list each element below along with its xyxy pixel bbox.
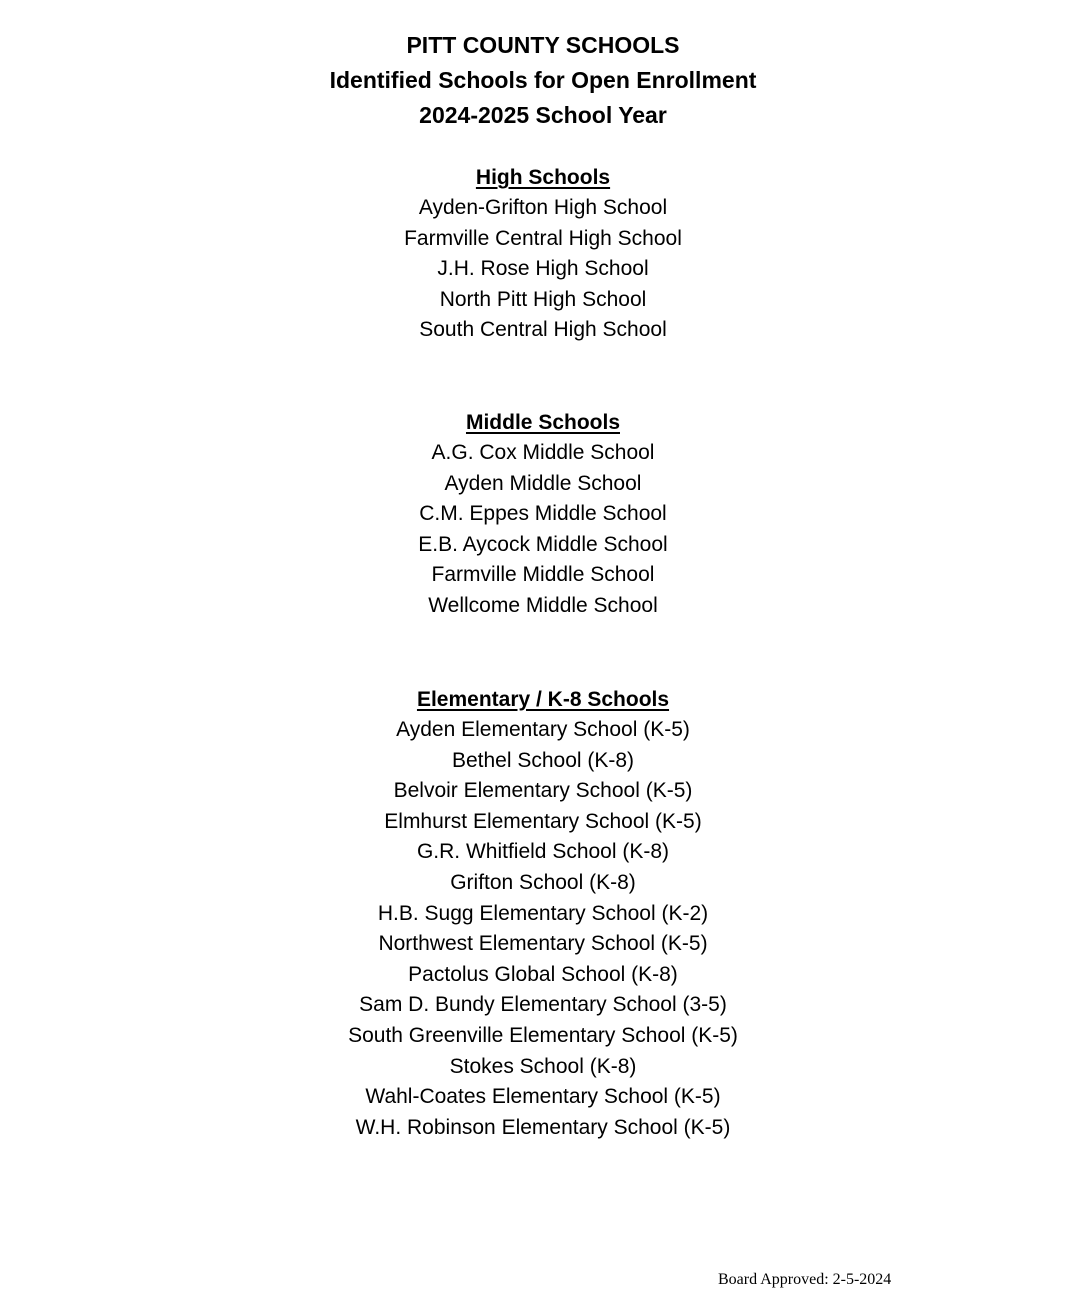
middle-schools-heading: Middle Schools (465, 411, 620, 434)
school-list-item: Belvoir Elementary School (K-5) (393, 779, 693, 803)
school-list-item: E.B. Aycock Middle School (418, 532, 668, 556)
school-list-item: J.H. Rose High School (437, 257, 649, 281)
document-header (0, 28, 1086, 133)
school-list-item: Sam D. Bundy Elementary School (3-5) (359, 993, 727, 1017)
middle-schools-list (0, 438, 1086, 622)
school-list-item: Elmhurst Elementary School (K-5) (384, 809, 702, 833)
school-list-item: Ayden-Grifton High School (418, 196, 668, 219)
school-list-item: North Pitt High School (439, 287, 647, 311)
school-list-item: Ayden Elementary School (K-5) (396, 718, 690, 741)
school-list-item: Stokes School (K-8) (449, 1054, 637, 1078)
school-list-item: Wahl-Coates Elementary School (K-5) (365, 1085, 721, 1109)
school-list-item: Bethel School (K-8) (451, 748, 635, 772)
school-year: 2024-2025 School Year (419, 102, 667, 128)
board-approved-date: Board Approved: 2-5-2024 (718, 1271, 892, 1288)
high-schools-section (0, 162, 1086, 346)
document-title: Identified Schools for Open Enrollment (329, 67, 757, 93)
high-schools-list (0, 193, 1086, 346)
school-list-item: Grifton School (K-8) (450, 870, 636, 894)
school-list-item: Northwest Elementary School (K-5) (378, 932, 708, 956)
school-list-item: A.G. Cox Middle School (431, 441, 655, 464)
school-list-item: H.B. Sugg Elementary School (K-2) (377, 901, 709, 925)
school-list-item: Farmville Middle School (431, 563, 655, 587)
district-title: PITT COUNTY SCHOOLS (406, 32, 680, 58)
school-list-item: W.H. Robinson Elementary School (K-5) (355, 1115, 731, 1139)
school-list-item: Ayden Middle School (444, 471, 642, 495)
school-list-item: C.M. Eppes Middle School (419, 502, 667, 526)
school-list-item: Pactolus Global School (K-8) (408, 962, 678, 986)
school-list-item: South Central High School (419, 318, 667, 342)
school-list-item: Farmville Central High School (404, 226, 682, 250)
elementary-schools-heading: Elementary / K-8 Schools (416, 688, 670, 711)
middle-schools-section (0, 407, 1086, 622)
elementary-schools-list (0, 715, 1086, 1143)
school-list-item: Wellcome Middle School (428, 593, 658, 617)
school-list-item: G.R. Whitfield School (K-8) (416, 840, 670, 864)
high-schools-heading: High Schools (475, 166, 611, 189)
school-list-item: South Greenville Elementary School (K-5) (348, 1023, 738, 1047)
elementary-schools-section (0, 684, 1086, 1143)
